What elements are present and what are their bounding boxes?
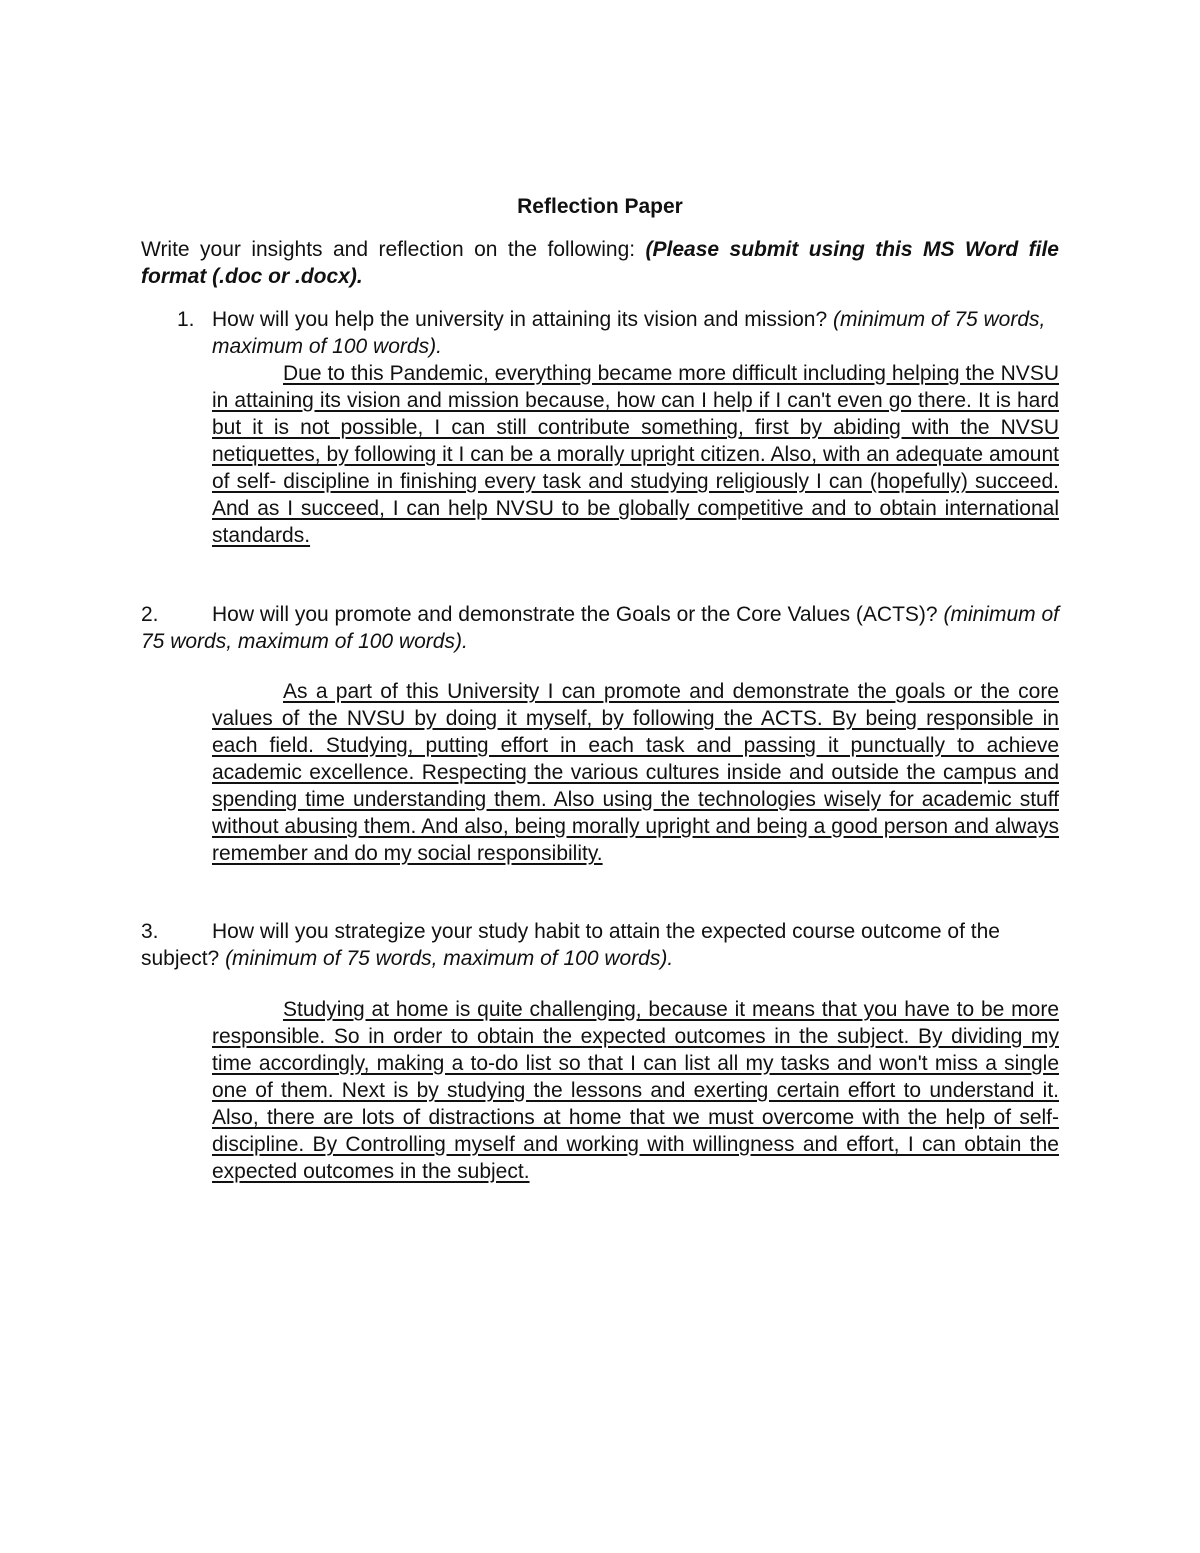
question-2 [141,601,1059,655]
question-number: 3. [141,920,159,943]
question-3 [141,918,1059,972]
instructions-text: Write your insights and reflection on the following: [141,238,646,261]
answer-1 [212,360,1059,549]
answer-text: As a part of this University I can promote and demonstrate the goals or the core values of the NVSU by doing it myself, by following the ACTS. By being responsible in each field. Studying, putting effort in each task and passing it punctually to achieve academic excellence. Respecting the various cultures inside and outside the campus and spending time understanding them. Also using the technologies wisely for academic stuff without abusing them. And also, being morally upright and being a good person and always remember and do my social responsibility. [212,680,1059,865]
answer-text: Studying at home is quite challenging, because it means that you have to be more responsible. So in order to obtain the expected outcomes in the subject. By dividing my time accordingly, making a to-do list so that I can list all my tasks and won't miss a single one of them. Next is by studying the lessons and exerting certain effort to understand it. Also, there are lots of distractions at home that we must overcome with the help of self-discipline. By Controlling myself and working with willingness and effort, I can obtain the expected outcomes in the subject. [212,998,1059,1183]
question-number: 1. [176,308,195,331]
question-text: How will you help the university in attaining its vision and mission? (minimum of 75 words, maximum of 100 words). [212,308,1046,358]
submission-note: (Please submit using this MS Word file format (.doc or .docx). [141,238,1059,288]
question-text: How will you promote and demonstrate the Goals or the Core Values (ACTS)? [212,603,944,626]
word-limit: (minimum of 75 words, maximum of 100 words). [212,308,1046,358]
answer-3 [212,996,1059,1185]
answer-text: Due to this Pandemic, everything became more difficult including helping the NVSU in attaining its vision and mission because, how can I help if I can't even go there. It is hard but it is not possible, I can still contribute something, first by abiding with the NVSU netiquettes, by following it I can be a morally upright citizen. Also, with an adequate amount of self- discipline in finishing every task and studying religiously I can (hopefully) succeed. And as I succeed, I can help NVSU to be globally competitive and to obtain international standards. [212,362,1059,547]
instructions [141,236,1059,290]
answer-2 [212,678,1059,867]
question-1 [141,306,1059,360]
word-limit: (minimum of 75 words, maximum of 100 words). [141,603,1059,653]
question-text: How will you strategize your study habit to attain the expected course outcome of the subject? [141,920,1000,970]
document-title: Reflection Paper [517,195,683,218]
question-number: 2. [141,603,159,626]
word-limit: (minimum of 75 words, maximum of 100 words). [225,947,674,970]
